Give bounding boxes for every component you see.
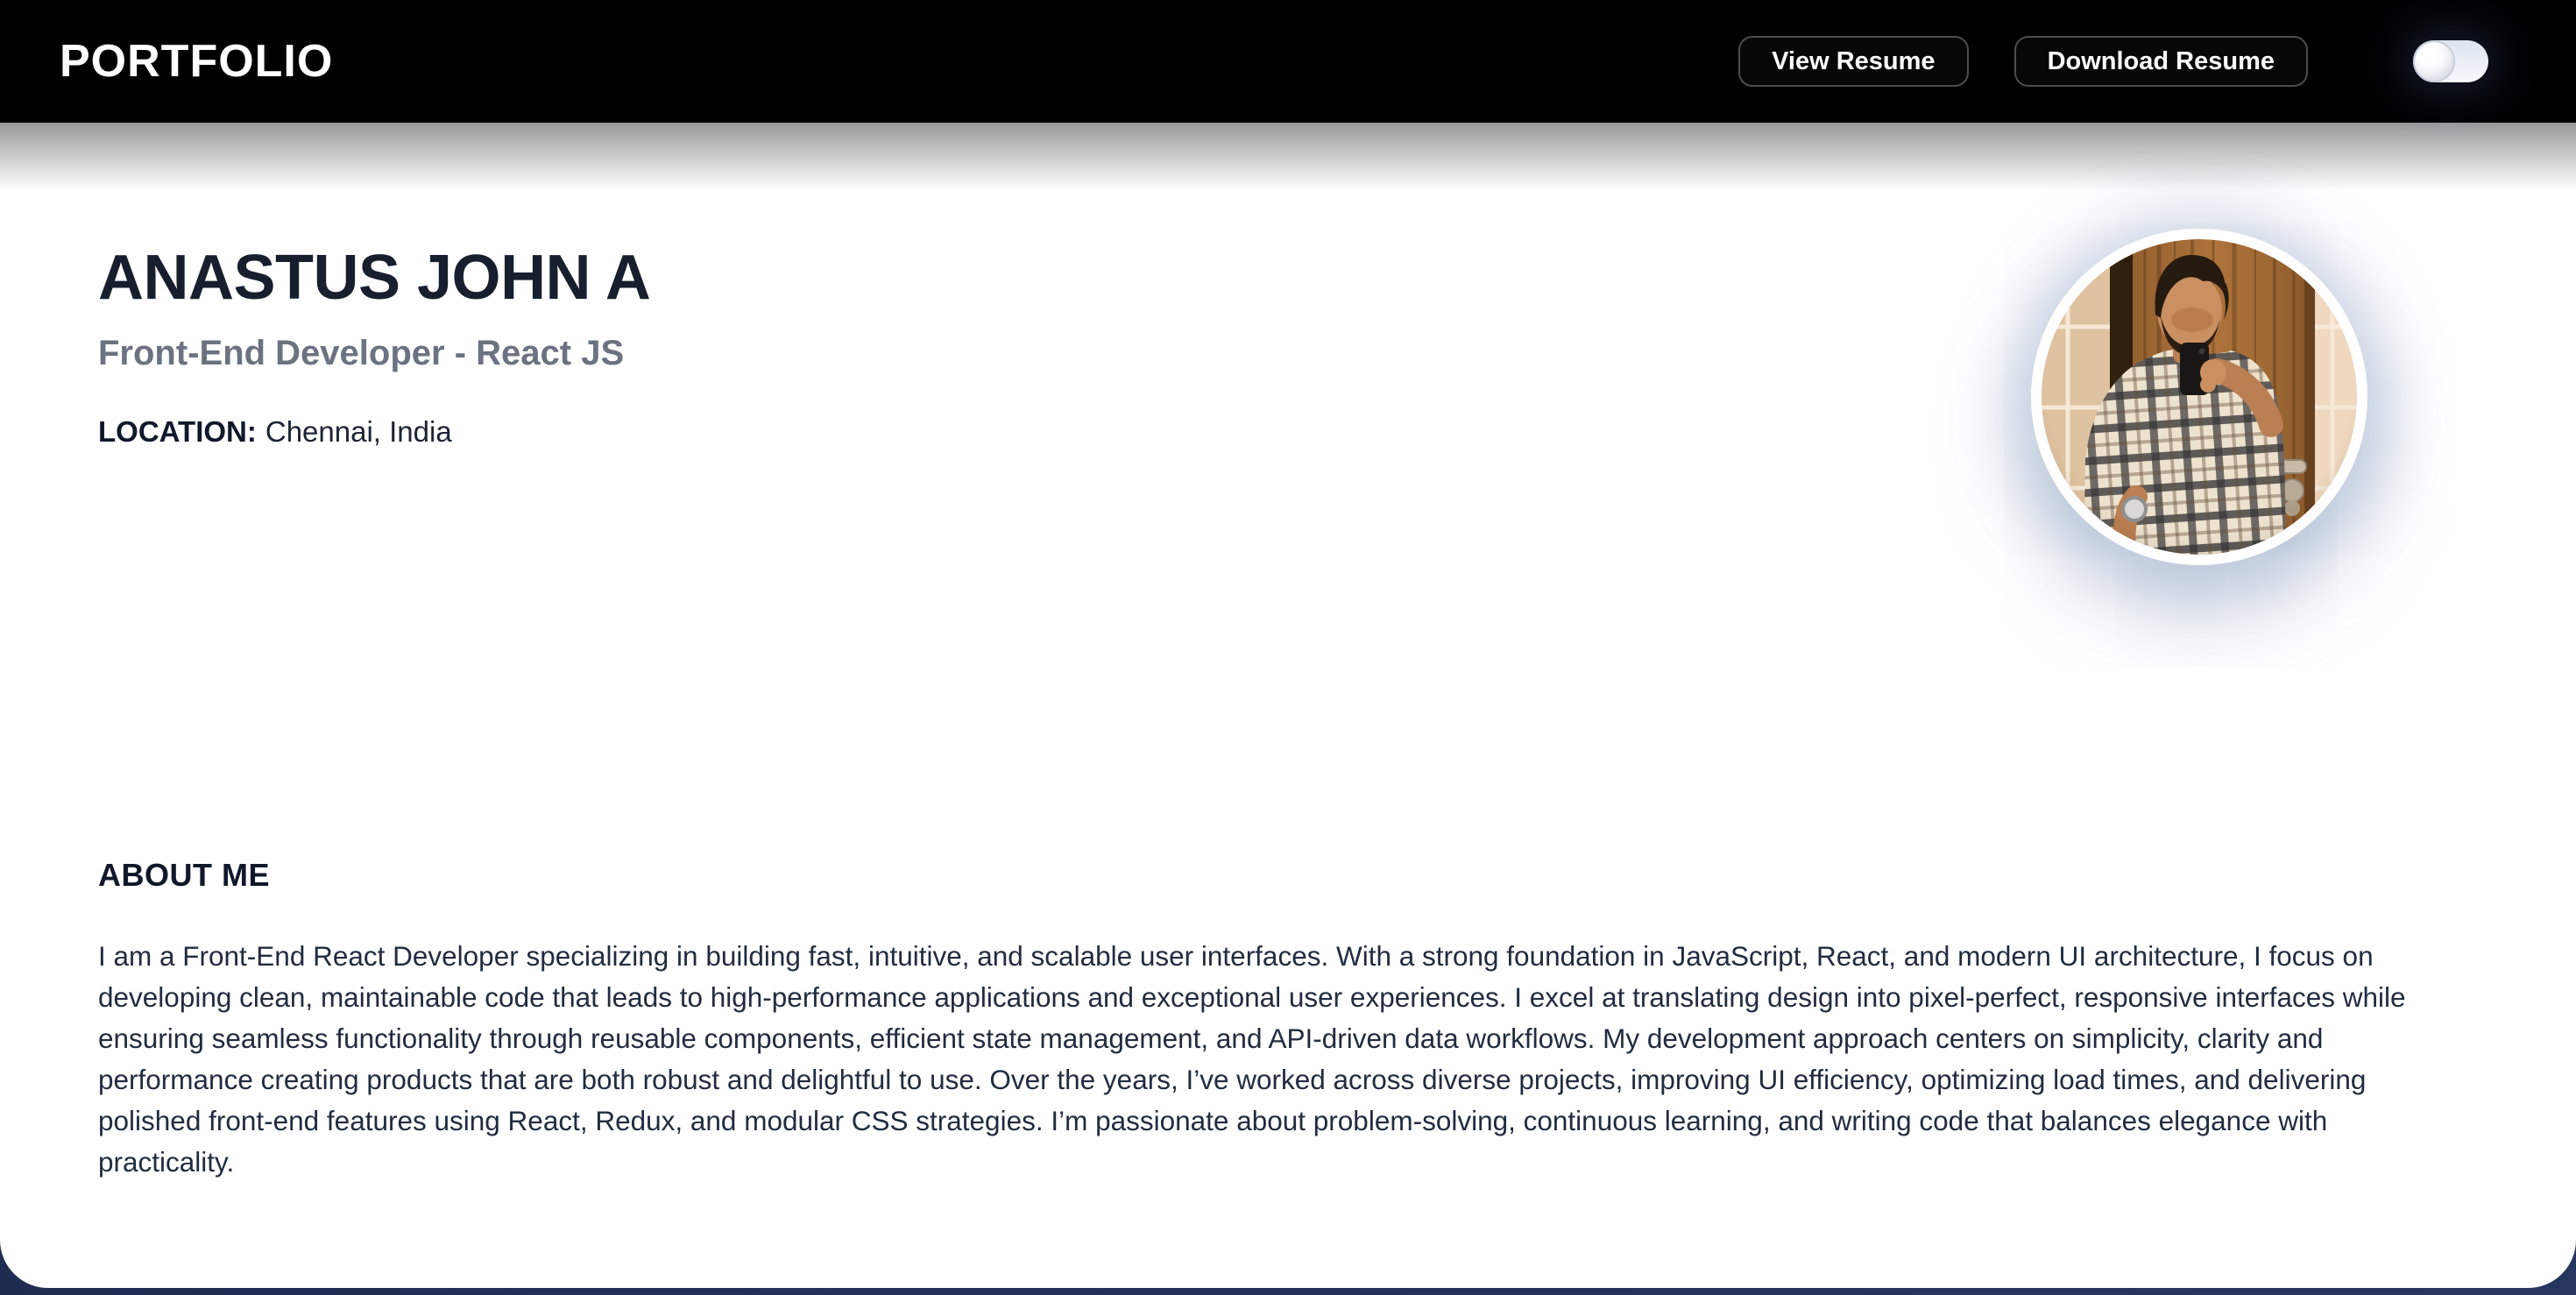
- header: [0, 0, 2576, 123]
- location-label: LOCATION:: [98, 415, 257, 448]
- about-paragraph: I am a Front-End React Developer specializing in building fast, intuitive, and scalable user interfaces. With a strong foundation in JavaScript, React, and modern UI architecture, I focus on developing clean, maintainable code that leads to high-performance applications and exceptional user experiences. I excel at translating design into pixel-perfect, responsive interfaces while ensuring seamless functionality through reusable components, efficient state management, and API-driven data workflows. My development approach centers on simplicity, clarity and performance creating products that are both robust and delightful to use. Over the years, I’ve worked across diverse projects, improving UI efficiency, optimizing load times, and delivering polished front-end features using React, Redux, and modular CSS strategies. I’m passionate about problem-solving, continuous learning, and writing code that balances elegance with practicality.: [98, 940, 2406, 1178]
- profile-photo-image: [2042, 239, 2357, 555]
- header-nav: [1738, 36, 2488, 87]
- hero-name: ANASTUS JOHN A: [98, 243, 651, 313]
- brand-logo[interactable]: PORTFOLIO: [60, 36, 334, 87]
- download-resume-button[interactable]: Download Resume: [2014, 36, 2308, 87]
- location-value: Chennai, India: [265, 415, 452, 448]
- hero-role: Front-End Developer - React JS: [98, 334, 625, 372]
- profile-photo: [2031, 229, 2367, 565]
- content-card: [0, 123, 2576, 1288]
- about-heading: ABOUT ME: [98, 857, 270, 893]
- theme-toggle[interactable]: [2413, 40, 2488, 82]
- toggle-knob-icon: [2413, 40, 2455, 82]
- view-resume-button[interactable]: View Resume: [1738, 36, 1968, 87]
- about-section: [98, 857, 2446, 1183]
